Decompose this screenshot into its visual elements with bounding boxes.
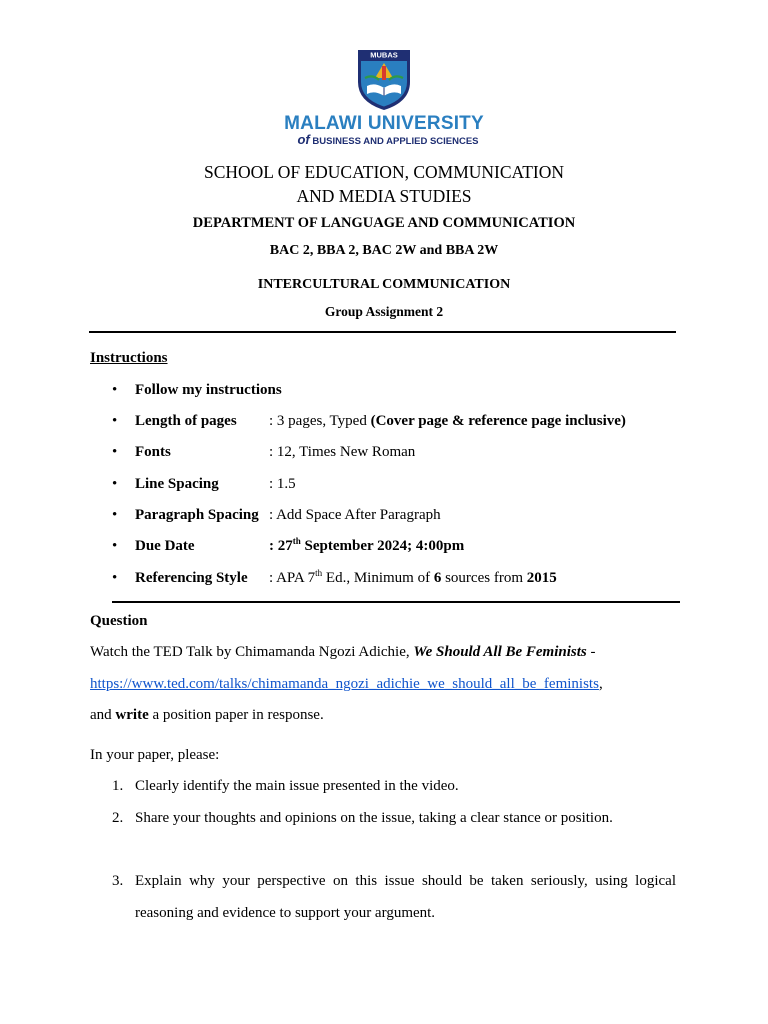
- question-prompt: In your paper, please:: [90, 747, 220, 763]
- svg-text:MUBAS: MUBAS: [370, 50, 398, 60]
- divider-bottom: [112, 601, 680, 603]
- department-name: DEPARTMENT OF LANGUAGE AND COMMUNICATION: [192, 215, 576, 231]
- university-name: MALAWI UNIVERSITY: [284, 113, 484, 134]
- question-heading: Question: [90, 613, 148, 629]
- divider-top: [89, 331, 676, 333]
- university-crest-icon: [355, 48, 413, 112]
- question-task: and write a position paper in response.: [90, 707, 324, 723]
- question-link-line: https://www.ted.com/talks/chimamanda_ngozi_adichie_we_should_all_be_feminists,: [90, 676, 603, 692]
- talk-title: We Should All Be Feminists: [413, 644, 587, 660]
- university-logo: [0, 48, 768, 148]
- question-intro: Watch the TED Talk by Chimamanda Ngozi Adichie, We Should All Be Feminists -: [90, 644, 596, 660]
- programmes: BAC 2, BBA 2, BAC 2W and BBA 2W: [269, 243, 499, 258]
- instructions-heading: Instructions: [90, 350, 168, 366]
- school-name: SCHOOL OF EDUCATION, COMMUNICATION AND MEDIA STUDIES: [203, 162, 565, 206]
- university-subtitle: of BUSINESS AND APPLIED SCIENCES: [297, 132, 479, 147]
- assignment-title: Group Assignment 2: [324, 304, 444, 319]
- course-title: INTERCULTURAL COMMUNICATION: [257, 277, 511, 292]
- ted-talk-link[interactable]: https://www.ted.com/talks/chimamanda_ngozi_adichie_we_should_all_be_feminists: [90, 676, 599, 692]
- document-page: MUBAS MALAWI UNIVERSITY of BUSINESS AND APPLIED SCIENCES SCHOOL OF EDUCATION, COMMUNICATION AND MEDIA STUDIES DEPARTMENT OF LANGUAGE AND COMMUNICATION BAC 2, BBA 2, BAC 2W and BBA 2W INTERCULTURAL COMMUNICATION Group Assignment 2 Instructions • Follow my instructions • Length of pages : 3 pages, Typed (Cover page & reference page inclusive) • Fonts : 12, Times New Roman • Line Spacing : 1.5 • Paragraph Spacing : Add Space After Paragraph • Due Date : 27th September 2024; 4:00pm • Referencing Style : APA 7th Ed., Minimum of 6 sources from 2015 Question Watch the TED Talk by Chimamanda Ngozi Adichie, We Should All Be Feminists - https://www.ted.com/talks/chimamanda_ngozi_adichie_we_should_all_be_feminists, and write a position paper in response. In your paper, please: 1. Clearly identify the main issue presented in the video. 2. Share your thoughts and opinions on the issue, taking a clear stance or position. 3. Explain why your perspective on this issue should be taken seriously, using logical reasoning and evidence to support your argument.: [0, 0, 768, 1024]
